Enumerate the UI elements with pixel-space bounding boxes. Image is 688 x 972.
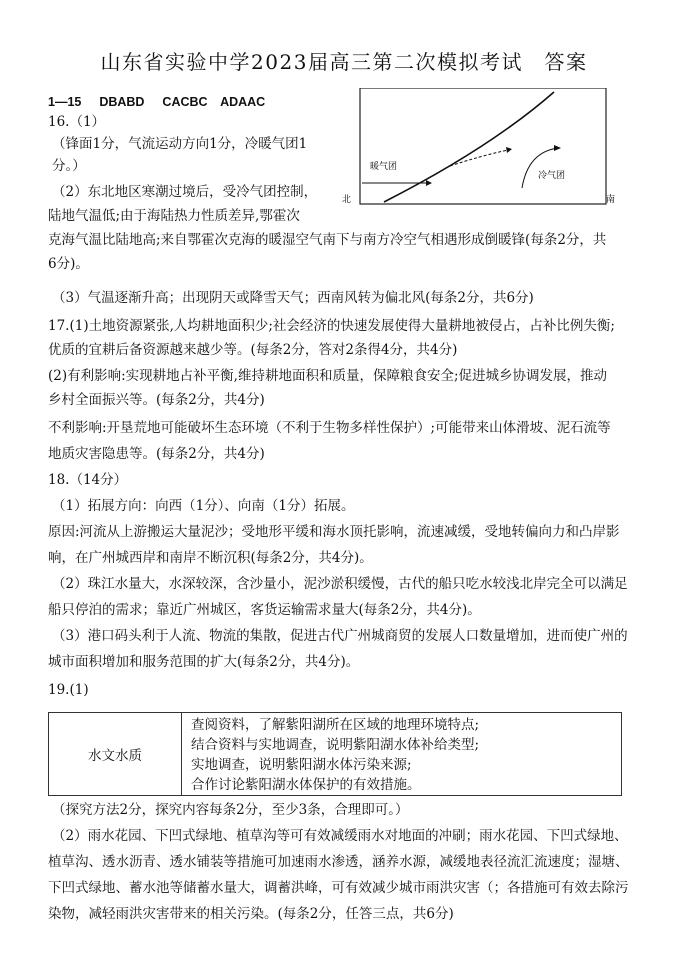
- front-diagram: [340, 88, 622, 206]
- q17-p1-line1: 17.(1)土地资源紧张,人均耕地面积少;社会经济的快速发展使得大量耕地被侵占，占补比例失衡;: [48, 318, 615, 334]
- q18-p3-line1: （2）珠江水量大，水深较深，含沙量小，泥沙淤积缓慢，古代的船只吃水较浅北岸完全可以满足: [52, 576, 628, 592]
- page-title: 山东省实验中学2023届高三第二次模拟考试 答案: [100, 50, 588, 74]
- q19-p2-line4: 染物，减轻雨洪灾害带来的相关污染。(每条2分，任答三点，共6分): [48, 906, 454, 922]
- table-cell-content: [191, 715, 479, 795]
- q16-p3: （3）气温逐渐升高；出现阴天或降雪天气；西南风转为偏北风(每条2分，共6分): [52, 290, 534, 306]
- q16-p1-line2: 分。）: [52, 158, 86, 174]
- warm-rising-arrow: [450, 150, 508, 166]
- q16-p2-line2: 陆地气温低;由于海陆热力性质差异,鄂霍次: [48, 208, 300, 224]
- front-line: [384, 92, 554, 202]
- q18-p3-line2: 船只停泊的需求；靠近广州城区，客货运输需求量大(每条2分，共4分)。: [48, 602, 481, 618]
- q18-p2-line1: 原因:河流从上游搬运大量泥沙；受地形平缓和海水顶托影响，流速减缓，受地转偏向力和凸岸影: [48, 524, 620, 540]
- cold-air-arrow: [522, 148, 558, 188]
- table-content-line: 查阅资料，了解紫阳湖所在区域的地理环境特点;: [191, 717, 480, 733]
- q19-p2-line1: （2）雨水花园、下凹式绿地、植草沟等可有效减缓雨水对地面的冲刷；雨水花园、下凹式绿地、: [52, 828, 628, 844]
- q18-p4-line2: 城市面积增加和服务范围的扩大(每条2分，共4分)。: [48, 654, 360, 670]
- q19-note: （探究方法2分，探究内容每条2分，至少3条，合理即可。）: [52, 802, 409, 818]
- q16-label: 16.（1）: [48, 114, 106, 130]
- q19-label: 19.(1): [48, 682, 89, 698]
- table-content-line: 合作讨论紫阳湖水体保护的有效措施。: [191, 777, 421, 793]
- table-cell-category: 水文水质: [49, 713, 182, 795]
- q18-p1: （1）拓展方向：向西（1分）、向南（1分）拓展。: [52, 498, 355, 514]
- q16-p2-line1: （2）东北地区寒潮过境后，受冷气团控制，: [52, 184, 318, 200]
- q17-p2-line1: (2)有利影响:实现耕地占补平衡,维持耕地面积和质量，保障粮食安全;促进城乡协调发展，推动: [48, 368, 608, 384]
- q16-p2-line3: 克海气温比陆地高;来自鄂霍次克海的暖湿空气南下与南方冷空气相遇形成倒暖锋(每条2分，共: [48, 232, 607, 248]
- q16-p1-line1: （锋面1分，气流运动方向1分，冷暖气团1: [52, 136, 308, 152]
- q17-p3-line1: 不利影响:开垦荒地可能破坏生态环境（不利于生物多样性保护）;可能带来山体滑坡、泥石流等: [48, 420, 611, 436]
- north-label: 北: [342, 195, 352, 205]
- q18-p4-line1: （3）港口码头利于人流、物流的集散，促进古代广州城商贸的发展人口数量增加，进而使广州的: [52, 628, 628, 644]
- q18-p2-line2: 响，在广州城西岸和南岸不断沉积(每条2分，共4分)。: [48, 550, 373, 566]
- q17-p1-line2: 优质的宜耕后备资源越来越少等。(每条2分，答对2条得4分，共4分): [48, 342, 458, 358]
- q19-p2-line3: 下凹式绿地、蓄水池等储蓄水量大，调蓄洪峰，可有效减少城市雨洪灾害（；各措施可有效去除污: [48, 880, 629, 896]
- q17-p3-line2: 地质灾害隐患等。(每条2分，共4分): [48, 446, 265, 462]
- south-label: 南: [606, 195, 616, 205]
- table-content-line: 实地调查，说明紫阳湖水体污染来源;: [191, 757, 412, 773]
- q16-p2-line4: 6分)。: [48, 256, 89, 272]
- q19-p2-line2: 植草沟、透水沥青、透水铺装等措施可加速雨水渗透，涵养水源，减缓地表径流汇流速度；湿塘、: [48, 854, 629, 870]
- front-diagram-svg: [340, 88, 622, 206]
- table-content-line: 结合资料与实地调查，说明紫阳湖水体补给类型;: [191, 737, 480, 753]
- cold-air-label: 冷气团: [538, 171, 566, 181]
- cold-air-arrowhead: [554, 145, 561, 151]
- q19-table: [48, 712, 622, 796]
- q18-label: 18.（14分）: [48, 472, 128, 488]
- warm-air-arrowhead: [426, 180, 432, 186]
- warm-air-label: 暖气团: [370, 162, 398, 172]
- warm-rising-arrowhead: [506, 147, 512, 153]
- q17-p2-line2: 乡村全面振兴等。(每条2分，共4分): [48, 392, 265, 408]
- mcq-answers: 1—15 DBABD CACBC ADAAC: [48, 95, 266, 109]
